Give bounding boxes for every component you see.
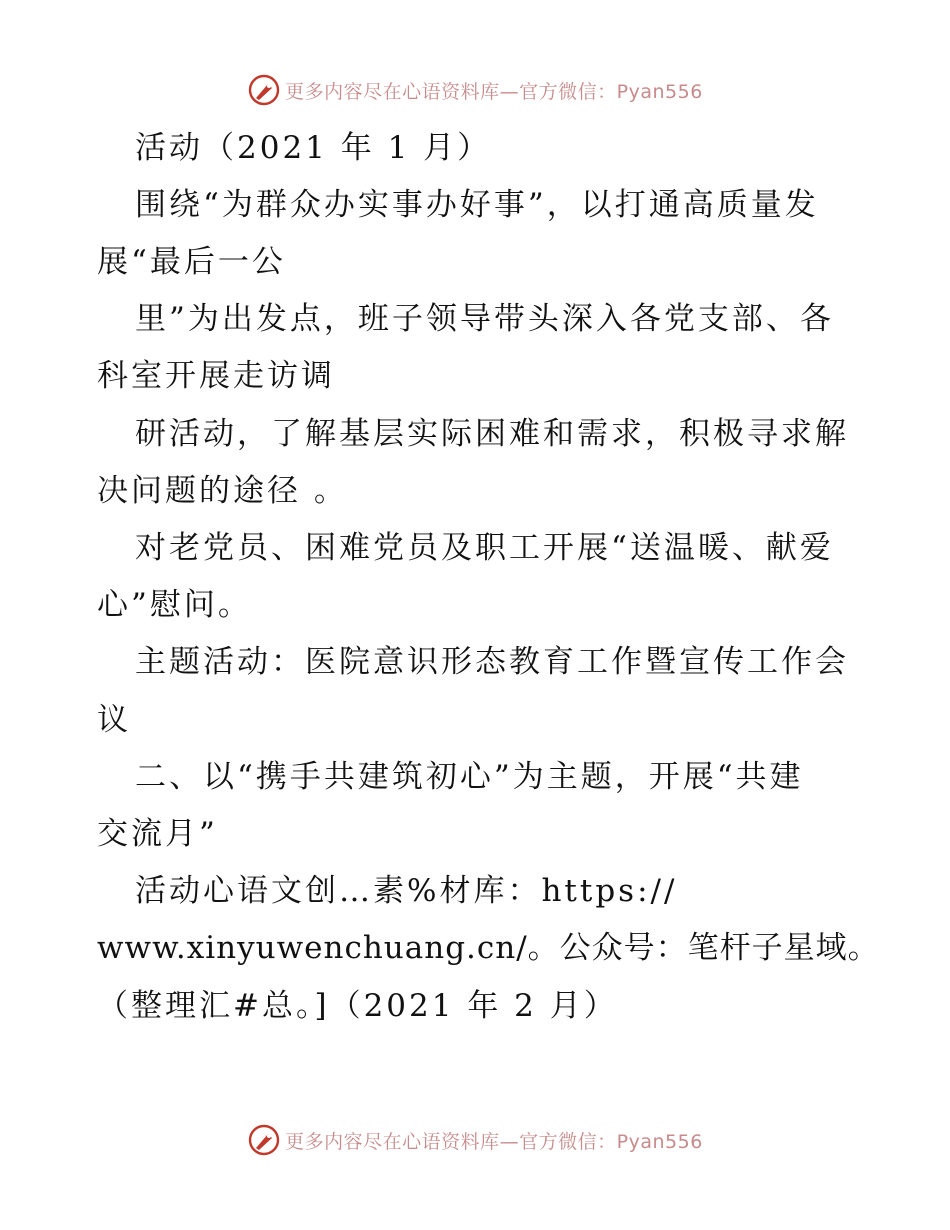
text-line: www.xinyuwenchuang.cn/。公众号：笔杆子星域。 bbox=[97, 930, 880, 966]
text-line: （整理汇#总。]（2021 年 2 月） bbox=[97, 988, 618, 1024]
pen-nib-logo-icon bbox=[247, 1123, 281, 1157]
watermark-text: 更多内容尽在心语资料库—官方微信：Pyan556 bbox=[285, 1130, 703, 1153]
text-line: 主题活动：医院意识形态教育工作暨宣传工作会 bbox=[135, 644, 849, 680]
text-line: 对老党员、困难党员及职工开展“送温暖、献爱 bbox=[135, 530, 834, 566]
text-line: 里”为出发点，班子领导带头深入各党支部、各 bbox=[135, 301, 834, 337]
text-line: 交流月” bbox=[97, 816, 218, 852]
text-line: 展“最后一公 bbox=[97, 244, 286, 280]
text-line: 活动（2021 年 1 月） bbox=[135, 130, 492, 166]
text-line: 二、以“携手共建筑初心”为主题，开展“共建 bbox=[135, 759, 804, 795]
text-line: 科室开展走访调 bbox=[97, 358, 335, 394]
text-line: 研活动，了解基层实际困难和需求，积极寻求解 bbox=[135, 416, 849, 452]
watermark-banner-bottom bbox=[0, 1120, 950, 1160]
watermark-banner-top bbox=[0, 70, 950, 110]
text-line: 议 bbox=[97, 702, 131, 738]
text-line: 活动心语文创…素%材库：https:// bbox=[135, 873, 678, 909]
text-line: 决问题的途径 。 bbox=[97, 473, 348, 509]
watermark-text: 更多内容尽在心语资料库—官方微信：Pyan556 bbox=[285, 80, 703, 103]
text-line: 围绕“为群众办实事办好事”，以打通高质量发 bbox=[135, 187, 819, 223]
pen-nib-logo-icon bbox=[247, 73, 281, 107]
text-line: 心”慰问。 bbox=[97, 587, 252, 623]
